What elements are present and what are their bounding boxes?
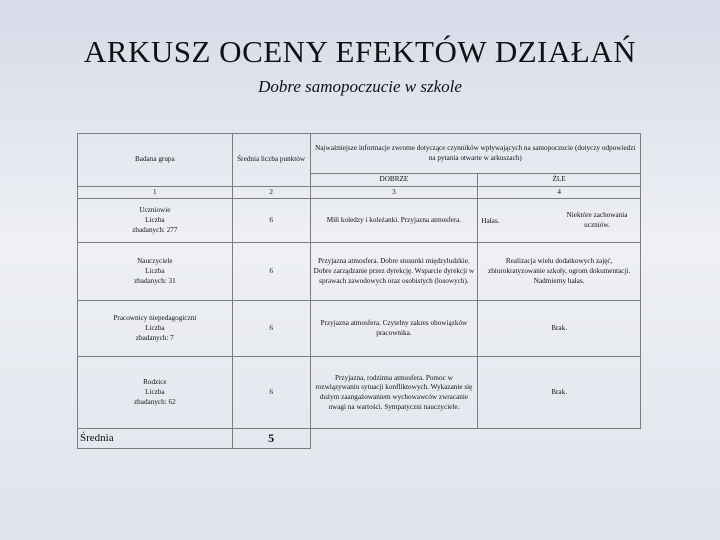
col-number: 2	[232, 186, 310, 199]
good-cell: Przyjazna atmosfera. Czytelny zakres obowiązków pracownika.	[310, 301, 478, 357]
bad-right-text: Niektóre zachowania uczniów.	[566, 211, 628, 229]
group-count-label: Liczba	[145, 216, 165, 225]
group-count: zbadanych: 31	[133, 276, 176, 285]
group-count-label: Liczba	[145, 388, 165, 397]
column-numbers-row	[78, 186, 641, 199]
header-avg-score: Średnia liczba punktów	[232, 134, 310, 187]
group-name: Uczniowie	[139, 206, 171, 215]
group-count: zbadanych: 277	[132, 225, 178, 234]
empty-cell	[478, 429, 641, 448]
average-value: 5	[232, 429, 310, 448]
col-number: 3	[310, 186, 478, 199]
col-number: 4	[478, 186, 641, 199]
average-label: Średnia	[78, 429, 233, 448]
evaluation-table-container	[77, 133, 641, 449]
header-group: Badana grupa	[78, 134, 233, 187]
table-row	[78, 243, 641, 301]
group-cell	[78, 357, 233, 429]
col-number: 1	[78, 186, 233, 199]
table-row	[78, 301, 641, 357]
group-count-label: Liczba	[145, 267, 165, 276]
avg-cell: 6	[232, 199, 310, 243]
good-cell: Przyjazna, rodzinna atmosfera. Pomoc w rozwiązywaniu sytuacji konfliktowych. Wykazanie się dużym zaangażowaniem wychowawców zwracanie uwagi na wartości. Sympatyczni nauczyciele.	[310, 357, 478, 429]
average-row	[78, 429, 641, 448]
bad-left-text: Hałas.	[481, 217, 500, 226]
bad-cell: Brak.	[478, 357, 641, 429]
group-cell	[78, 199, 233, 243]
group-cell	[78, 301, 233, 357]
group-count-label: Liczba	[145, 324, 165, 333]
header-good: DOBRZE	[310, 174, 478, 187]
good-cell: Miłi koledzy i koleżanki. Przyjazna atmosfera.	[310, 199, 478, 243]
good-cell: Przyjazna atmosfera. Dobre stosunki międzyludzkie. Dobre zarządzanie przez dyrekcję. Wsparcie dyrekcji w sprawach zawodowych oraz osobistych (losowych).	[310, 243, 478, 301]
header-bad: ŹLE	[478, 174, 641, 187]
bad-cell	[478, 199, 641, 243]
bad-cell: Realizacja wielu dodatkowych zajęć, zbiurokratyzowanie szkoły, ogrom dokumentacji. Nadmierny hałas.	[478, 243, 641, 301]
slide-subtitle: Dobre samopoczucie w szkole	[258, 77, 462, 96]
avg-cell: 6	[232, 357, 310, 429]
group-cell	[78, 243, 233, 301]
bad-cell: Brak.	[478, 301, 641, 357]
table-row	[78, 357, 641, 429]
group-count: zbadanych: 62	[133, 397, 176, 406]
avg-cell: 6	[232, 301, 310, 357]
group-name: Rodzice	[143, 378, 167, 387]
group-name: Nauczyciele	[137, 257, 173, 266]
empty-cell	[310, 429, 478, 448]
slide-title: ARKUSZ OCENY EFEKTÓW DZIAŁAŃ	[83, 34, 637, 69]
avg-cell: 6	[232, 243, 310, 301]
group-name: Pracownicy niepedagogiczni	[113, 314, 197, 323]
header-factors: Najważniejsze informacje zwrotne dotyczące czynników wpływających na samopoczucie (dotyczy odpowiedzi na pytania otwarte w arkuszach)	[310, 134, 640, 174]
evaluation-table	[77, 133, 641, 449]
table-row	[78, 199, 641, 243]
bad-split	[481, 211, 637, 230]
group-count: zbadanych: 7	[135, 333, 174, 342]
